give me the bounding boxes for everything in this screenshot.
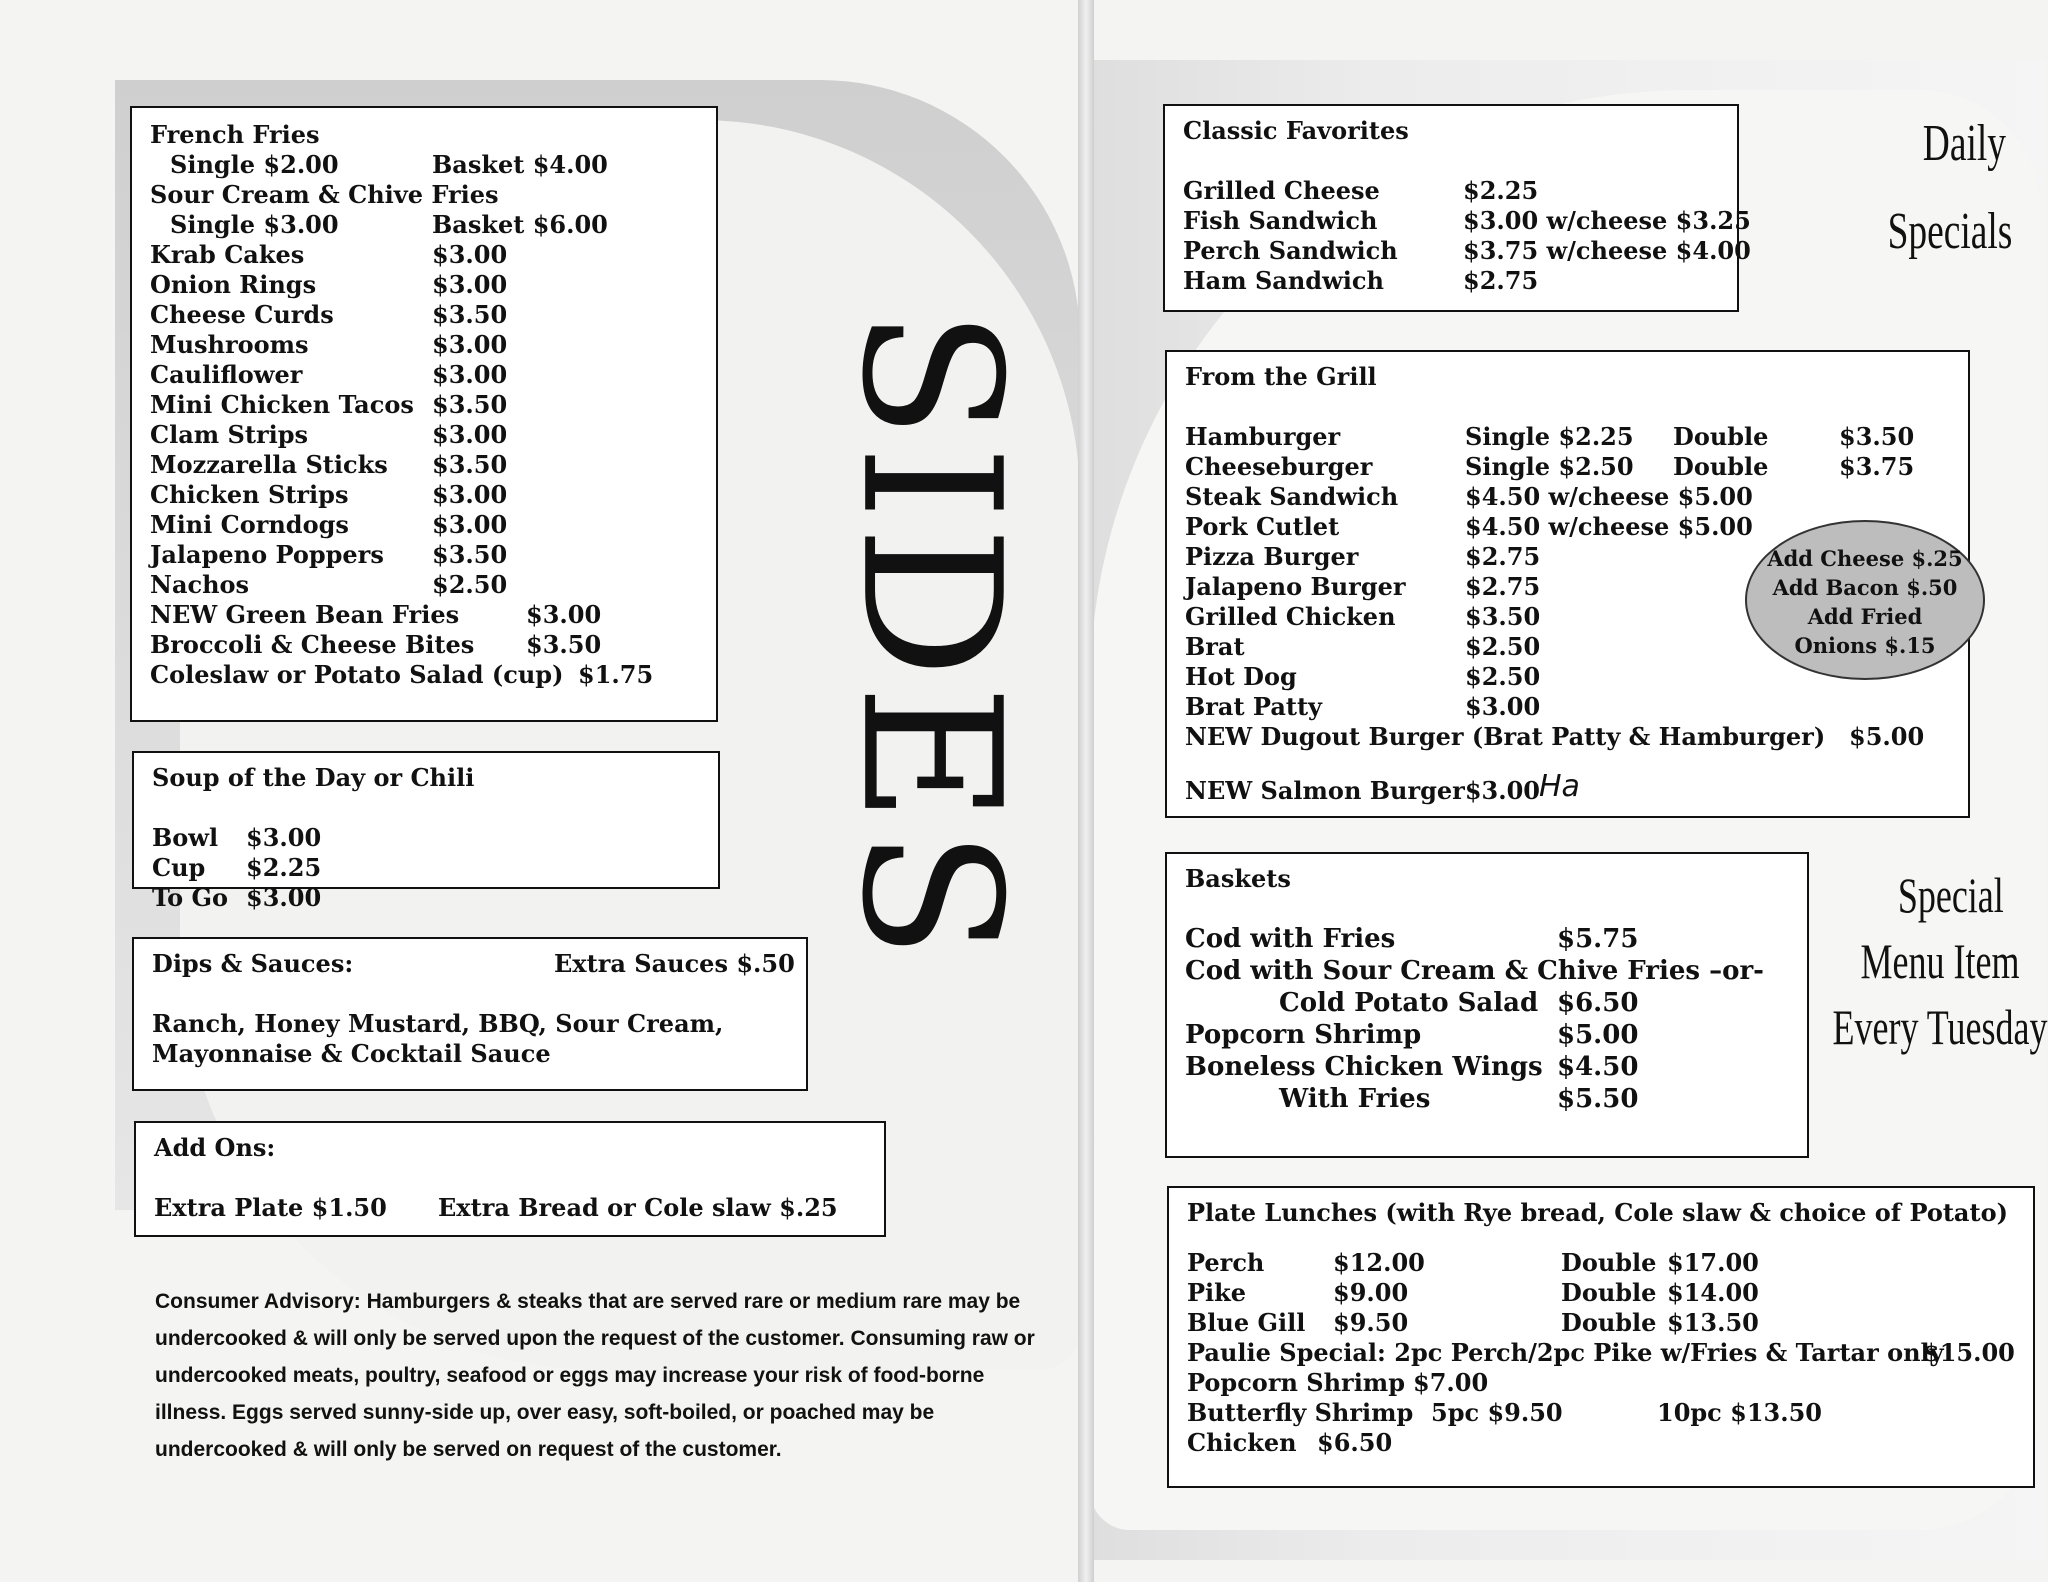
grill-item-price: $4.50 w/cheese $5.00	[1465, 512, 1753, 541]
grill-item-price: $2.75	[1465, 572, 1541, 601]
grill-item-name: Brat	[1185, 632, 1245, 661]
chicken-price: $6.50	[1317, 1428, 1393, 1457]
add-ons-row	[154, 1193, 866, 1223]
grill-title: From the Grill	[1185, 362, 1377, 391]
classic-item-price: $3.00 w/cheese $3.25	[1463, 206, 1751, 235]
sides-item-price: $2.50	[432, 570, 508, 599]
plate-item-double-label: Double	[1561, 1308, 1657, 1337]
sides-heading-text: SIDES	[820, 308, 1041, 966]
grill-item-name: Grilled Chicken	[1185, 602, 1396, 631]
classic-item-row	[1183, 176, 1719, 206]
page-fold	[1078, 0, 1094, 1582]
soup-item-name: Cup	[152, 853, 206, 882]
sides-item-row	[150, 360, 698, 390]
classic-item-row	[1183, 266, 1719, 296]
sides-item-price: $3.50	[432, 540, 508, 569]
soup-item-price: $3.00	[246, 823, 322, 852]
sides-item-price: $3.50	[432, 390, 508, 419]
grill-item-name: Hot Dog	[1185, 662, 1297, 691]
sides-item-name: Nachos	[150, 570, 250, 599]
salmon-handwritten-note: Ha	[1539, 769, 1580, 804]
sides-item-row	[150, 480, 698, 510]
butterfly-shrimp-10pc: 10pc $13.50	[1657, 1398, 1822, 1427]
grill-item-price: $2.50	[1465, 662, 1541, 691]
sides-item-price: Basket $4.00	[432, 150, 608, 179]
sides-heading	[820, 308, 1041, 966]
daily-specials-heading	[1882, 115, 2019, 261]
chicken-name: Chicken	[1187, 1428, 1297, 1457]
sides-item-price: $3.00	[432, 510, 508, 539]
sides-item-row	[150, 120, 698, 150]
basket-item-row	[1185, 1020, 1789, 1052]
plate-item-double-price: $17.00	[1667, 1248, 1759, 1277]
soup-box	[132, 751, 720, 912]
grill-item-price: Single $2.50	[1465, 452, 1634, 481]
chicken-row	[1187, 1428, 2015, 1458]
paulie-special-price: $15.00	[1923, 1338, 2015, 1367]
grill-item-double-price: $3.75	[1839, 452, 1915, 481]
oval-line-1: Add Cheese $.25	[1767, 546, 1963, 571]
add-ons-title: Add Ons:	[154, 1133, 276, 1162]
sides-item-row	[150, 390, 698, 420]
grill-item-price: $3.00	[1465, 692, 1541, 721]
sides-item-list	[150, 120, 698, 690]
soup-item-name: To Go	[152, 883, 228, 912]
sides-item-name: Cauliflower	[150, 360, 303, 389]
plate-item-double-label: Double	[1561, 1248, 1657, 1277]
grill-item-row	[1185, 482, 1950, 512]
classic-item-name: Ham Sandwich	[1183, 266, 1384, 295]
soup-item-row	[152, 853, 700, 883]
special-line-1: Special	[1897, 867, 2004, 923]
sides-item-name: Coleslaw or Potato Salad (cup)	[150, 660, 564, 689]
classic-item-price: $2.25	[1463, 176, 1539, 205]
classic-item-name: Perch Sandwich	[1183, 236, 1398, 265]
plate-item-double-price: $14.00	[1667, 1278, 1759, 1307]
basket-item-name: Cod with Sour Cream & Chive Fries –or-	[1185, 956, 1764, 986]
butterfly-shrimp-name: Butterfly Shrimp	[1187, 1398, 1414, 1427]
soup-item-price: $2.25	[246, 853, 322, 882]
special-line-3: Every Tuesday	[1832, 999, 2048, 1055]
grill-item-name: Brat Patty	[1185, 692, 1322, 721]
dugout-burger-price: $5.00	[1849, 722, 1925, 751]
basket-item-list	[1185, 924, 1789, 1116]
sides-item-row	[150, 570, 698, 600]
sides-item-price: $1.75	[578, 660, 654, 689]
basket-item-price: $4.50	[1557, 1052, 1639, 1082]
soup-item-list	[152, 823, 700, 913]
butterfly-shrimp-5pc: 5pc $9.50	[1431, 1398, 1563, 1427]
sides-item-price: $3.00	[432, 330, 508, 359]
special-line-2: Menu Item	[1860, 933, 2020, 989]
dips-title: Dips & Sauces:	[152, 949, 354, 978]
plate-item-row	[1187, 1278, 2015, 1308]
baskets-title: Baskets	[1185, 864, 1291, 893]
classic-item-price: $3.75 w/cheese $4.00	[1463, 236, 1751, 265]
add-ons-item-1: Extra Plate $1.50	[154, 1193, 387, 1222]
basket-item-row	[1185, 988, 1789, 1020]
sides-item-name: Single $3.00	[170, 210, 339, 239]
grill-item-price: $2.50	[1465, 632, 1541, 661]
grill-item-price: Single $2.25	[1465, 422, 1634, 451]
sides-item-price: $3.50	[432, 300, 508, 329]
sides-item-row	[150, 240, 698, 270]
basket-item-name: With Fries	[1279, 1084, 1431, 1114]
grill-item-price: $2.75	[1465, 542, 1541, 571]
basket-item-price: $5.50	[1557, 1084, 1639, 1114]
basket-item-row	[1185, 1084, 1789, 1116]
sides-item-row	[150, 630, 698, 660]
sides-item-name: Jalapeno Poppers	[150, 540, 384, 569]
dips-line-2: Mayonnaise & Cocktail Sauce	[152, 1039, 551, 1068]
classic-title: Classic Favorites	[1183, 116, 1409, 145]
plate-title: Plate Lunches (with Rye bread, Cole slaw & choice of Potato)	[1187, 1198, 2008, 1227]
basket-item-name: Cod with Fries	[1185, 924, 1396, 954]
grill-item-price: $3.50	[1465, 602, 1541, 631]
sides-item-price: $3.00	[432, 480, 508, 509]
grill-item-row	[1185, 452, 1950, 482]
sides-item-name: French Fries	[150, 120, 320, 149]
oval-line-3: Add Fried	[1807, 604, 1923, 629]
sides-item-row	[150, 660, 698, 690]
classic-favorites-box	[1163, 104, 1751, 312]
classic-item-name: Fish Sandwich	[1183, 206, 1378, 235]
sides-item-price: $3.00	[432, 270, 508, 299]
plate-item-name: Pike	[1187, 1278, 1247, 1307]
dugout-burger-row	[1185, 722, 1950, 752]
sides-item-name: Mushrooms	[150, 330, 309, 359]
dips-line-1: Ranch, Honey Mustard, BBQ, Sour Cream,	[152, 1009, 724, 1038]
dips-header-row	[152, 949, 795, 979]
plate-lunches-box	[1167, 1186, 2035, 1488]
oval-line-4: Onions $.15	[1794, 633, 1936, 658]
plate-item-name: Perch	[1187, 1248, 1265, 1277]
sides-item-name: Sour Cream & Chive Fries	[150, 180, 499, 209]
sides-item-name: Onion Rings	[150, 270, 317, 299]
grill-item-name: Steak Sandwich	[1185, 482, 1399, 511]
grill-item-row	[1185, 422, 1950, 452]
sides-item-row	[150, 300, 698, 330]
sides-item-name: Single $2.00	[170, 150, 339, 179]
sides-item-name: Broccoli & Cheese Bites	[150, 630, 475, 659]
sides-item-price: Basket $6.00	[432, 210, 608, 239]
classic-item-row	[1183, 236, 1751, 266]
grill-item-name: Pizza Burger	[1185, 542, 1359, 571]
daily-specials-line-2: Specials	[1887, 203, 2013, 260]
plate-item-double-label: Double	[1561, 1278, 1657, 1307]
special-menu-item-heading	[1832, 862, 2048, 1060]
sides-item-row	[150, 510, 698, 540]
grill-item-name: Jalapeno Burger	[1185, 572, 1406, 601]
oval-line-2: Add Bacon $.50	[1772, 575, 1958, 600]
grill-item-double-price: $3.50	[1839, 422, 1915, 451]
grill-item-name: Pork Cutlet	[1185, 512, 1340, 541]
sides-menu-box	[130, 106, 718, 722]
sides-item-name: Cheese Curds	[150, 300, 334, 329]
classic-item-row	[1183, 206, 1751, 236]
sides-item-name: Chicken Strips	[150, 480, 349, 509]
butterfly-shrimp-row	[1187, 1398, 2015, 1428]
sides-item-row	[150, 420, 698, 450]
sides-item-name: Krab Cakes	[150, 240, 305, 269]
basket-item-row	[1185, 924, 1789, 956]
basket-item-price: $6.50	[1557, 988, 1639, 1018]
salmon-burger-row	[1185, 769, 1950, 806]
grill-item-name: Hamburger	[1185, 422, 1341, 451]
basket-item-row	[1185, 956, 1789, 988]
baskets-box	[1165, 852, 1809, 1158]
sides-item-row	[150, 540, 698, 570]
add-ons-item-2: Extra Bread or Cole slaw $.25	[438, 1193, 838, 1222]
sides-item-price: $3.00	[526, 600, 602, 629]
grill-item-name: Cheeseburger	[1185, 452, 1373, 481]
dips-extra-sauces: Extra Sauces $.50	[554, 949, 795, 978]
plate-item-price: $12.00	[1333, 1248, 1425, 1277]
plate-item-double-price: $13.50	[1667, 1308, 1759, 1337]
sides-item-price: $3.50	[432, 450, 508, 479]
sides-item-row	[150, 150, 698, 180]
soup-item-row	[152, 823, 700, 853]
sides-item-name: Clam Strips	[150, 420, 308, 449]
dips-box	[132, 937, 808, 1091]
grill-addons-oval	[1745, 520, 1985, 680]
popcorn-shrimp-row	[1187, 1368, 2015, 1398]
sides-item-name: NEW Green Bean Fries	[150, 600, 460, 629]
grill-item-row	[1185, 692, 1950, 722]
popcorn-shrimp-name: Popcorn Shrimp	[1187, 1368, 1405, 1397]
dugout-burger-name: NEW Dugout Burger (Brat Patty & Hamburger)	[1185, 722, 1826, 751]
soup-item-name: Bowl	[152, 823, 219, 852]
classic-item-price: $2.75	[1463, 266, 1539, 295]
grill-item-double-label: Double	[1673, 422, 1769, 451]
paulie-special-name: Paulie Special: 2pc Perch/2pc Pike w/Fries & Tartar only	[1187, 1338, 1944, 1367]
soup-item-price: $3.00	[246, 883, 322, 912]
plate-item-price: $9.00	[1333, 1278, 1409, 1307]
sides-item-row	[150, 450, 698, 480]
basket-item-row	[1185, 1052, 1789, 1084]
plate-item-row	[1187, 1308, 2015, 1338]
sides-item-row	[150, 180, 698, 210]
soup-title: Soup of the Day or Chili	[152, 763, 475, 792]
sides-item-price: $3.00	[432, 420, 508, 449]
plate-item-price: $9.50	[1333, 1308, 1409, 1337]
soup-item-row	[152, 883, 700, 913]
consumer-advisory: Consumer Advisory: Hamburgers & steaks that are served rare or medium rare may be undercooked & will only be served upon the request of the customer. Consuming raw or undercooked meats, poultry, seafood or eggs may increase your risk of food-borne illness. Eggs served sunny-side up, over easy, soft-boiled, or poached may be undercooked & will only be served on request of the customer.	[155, 1290, 1035, 1461]
plate-item-list	[1187, 1248, 2015, 1338]
plate-item-name: Blue Gill	[1187, 1308, 1306, 1337]
grill-item-double-label: Double	[1673, 452, 1769, 481]
sides-item-row	[150, 210, 698, 240]
add-ons-box	[134, 1121, 886, 1237]
popcorn-shrimp-price: $7.00	[1413, 1368, 1489, 1397]
sides-item-price: $3.00	[432, 240, 508, 269]
sides-item-name: Mozzarella Sticks	[150, 450, 388, 479]
salmon-burger-name: NEW Salmon Burger$3.00	[1185, 776, 1540, 805]
basket-item-price: $5.75	[1557, 924, 1639, 954]
plate-item-row	[1187, 1248, 2015, 1278]
basket-item-name: Cold Potato Salad	[1279, 988, 1539, 1018]
sides-item-price: $3.50	[526, 630, 602, 659]
basket-item-price: $5.00	[1557, 1020, 1639, 1050]
basket-item-name: Popcorn Shrimp	[1185, 1020, 1422, 1050]
sides-item-row	[150, 600, 698, 630]
classic-item-name: Grilled Cheese	[1183, 176, 1380, 205]
sides-item-name: Mini Chicken Tacos	[150, 390, 414, 419]
sides-item-row	[150, 270, 698, 300]
basket-item-name: Boneless Chicken Wings	[1185, 1052, 1543, 1082]
paulie-special-row	[1187, 1338, 2015, 1368]
grill-item-price: $4.50 w/cheese $5.00	[1465, 482, 1753, 511]
sides-item-row	[150, 330, 698, 360]
classic-item-list	[1183, 176, 1751, 296]
daily-specials-line-1: Daily	[1922, 115, 2006, 172]
sides-item-name: Mini Corndogs	[150, 510, 349, 539]
sides-item-price: $3.00	[432, 360, 508, 389]
